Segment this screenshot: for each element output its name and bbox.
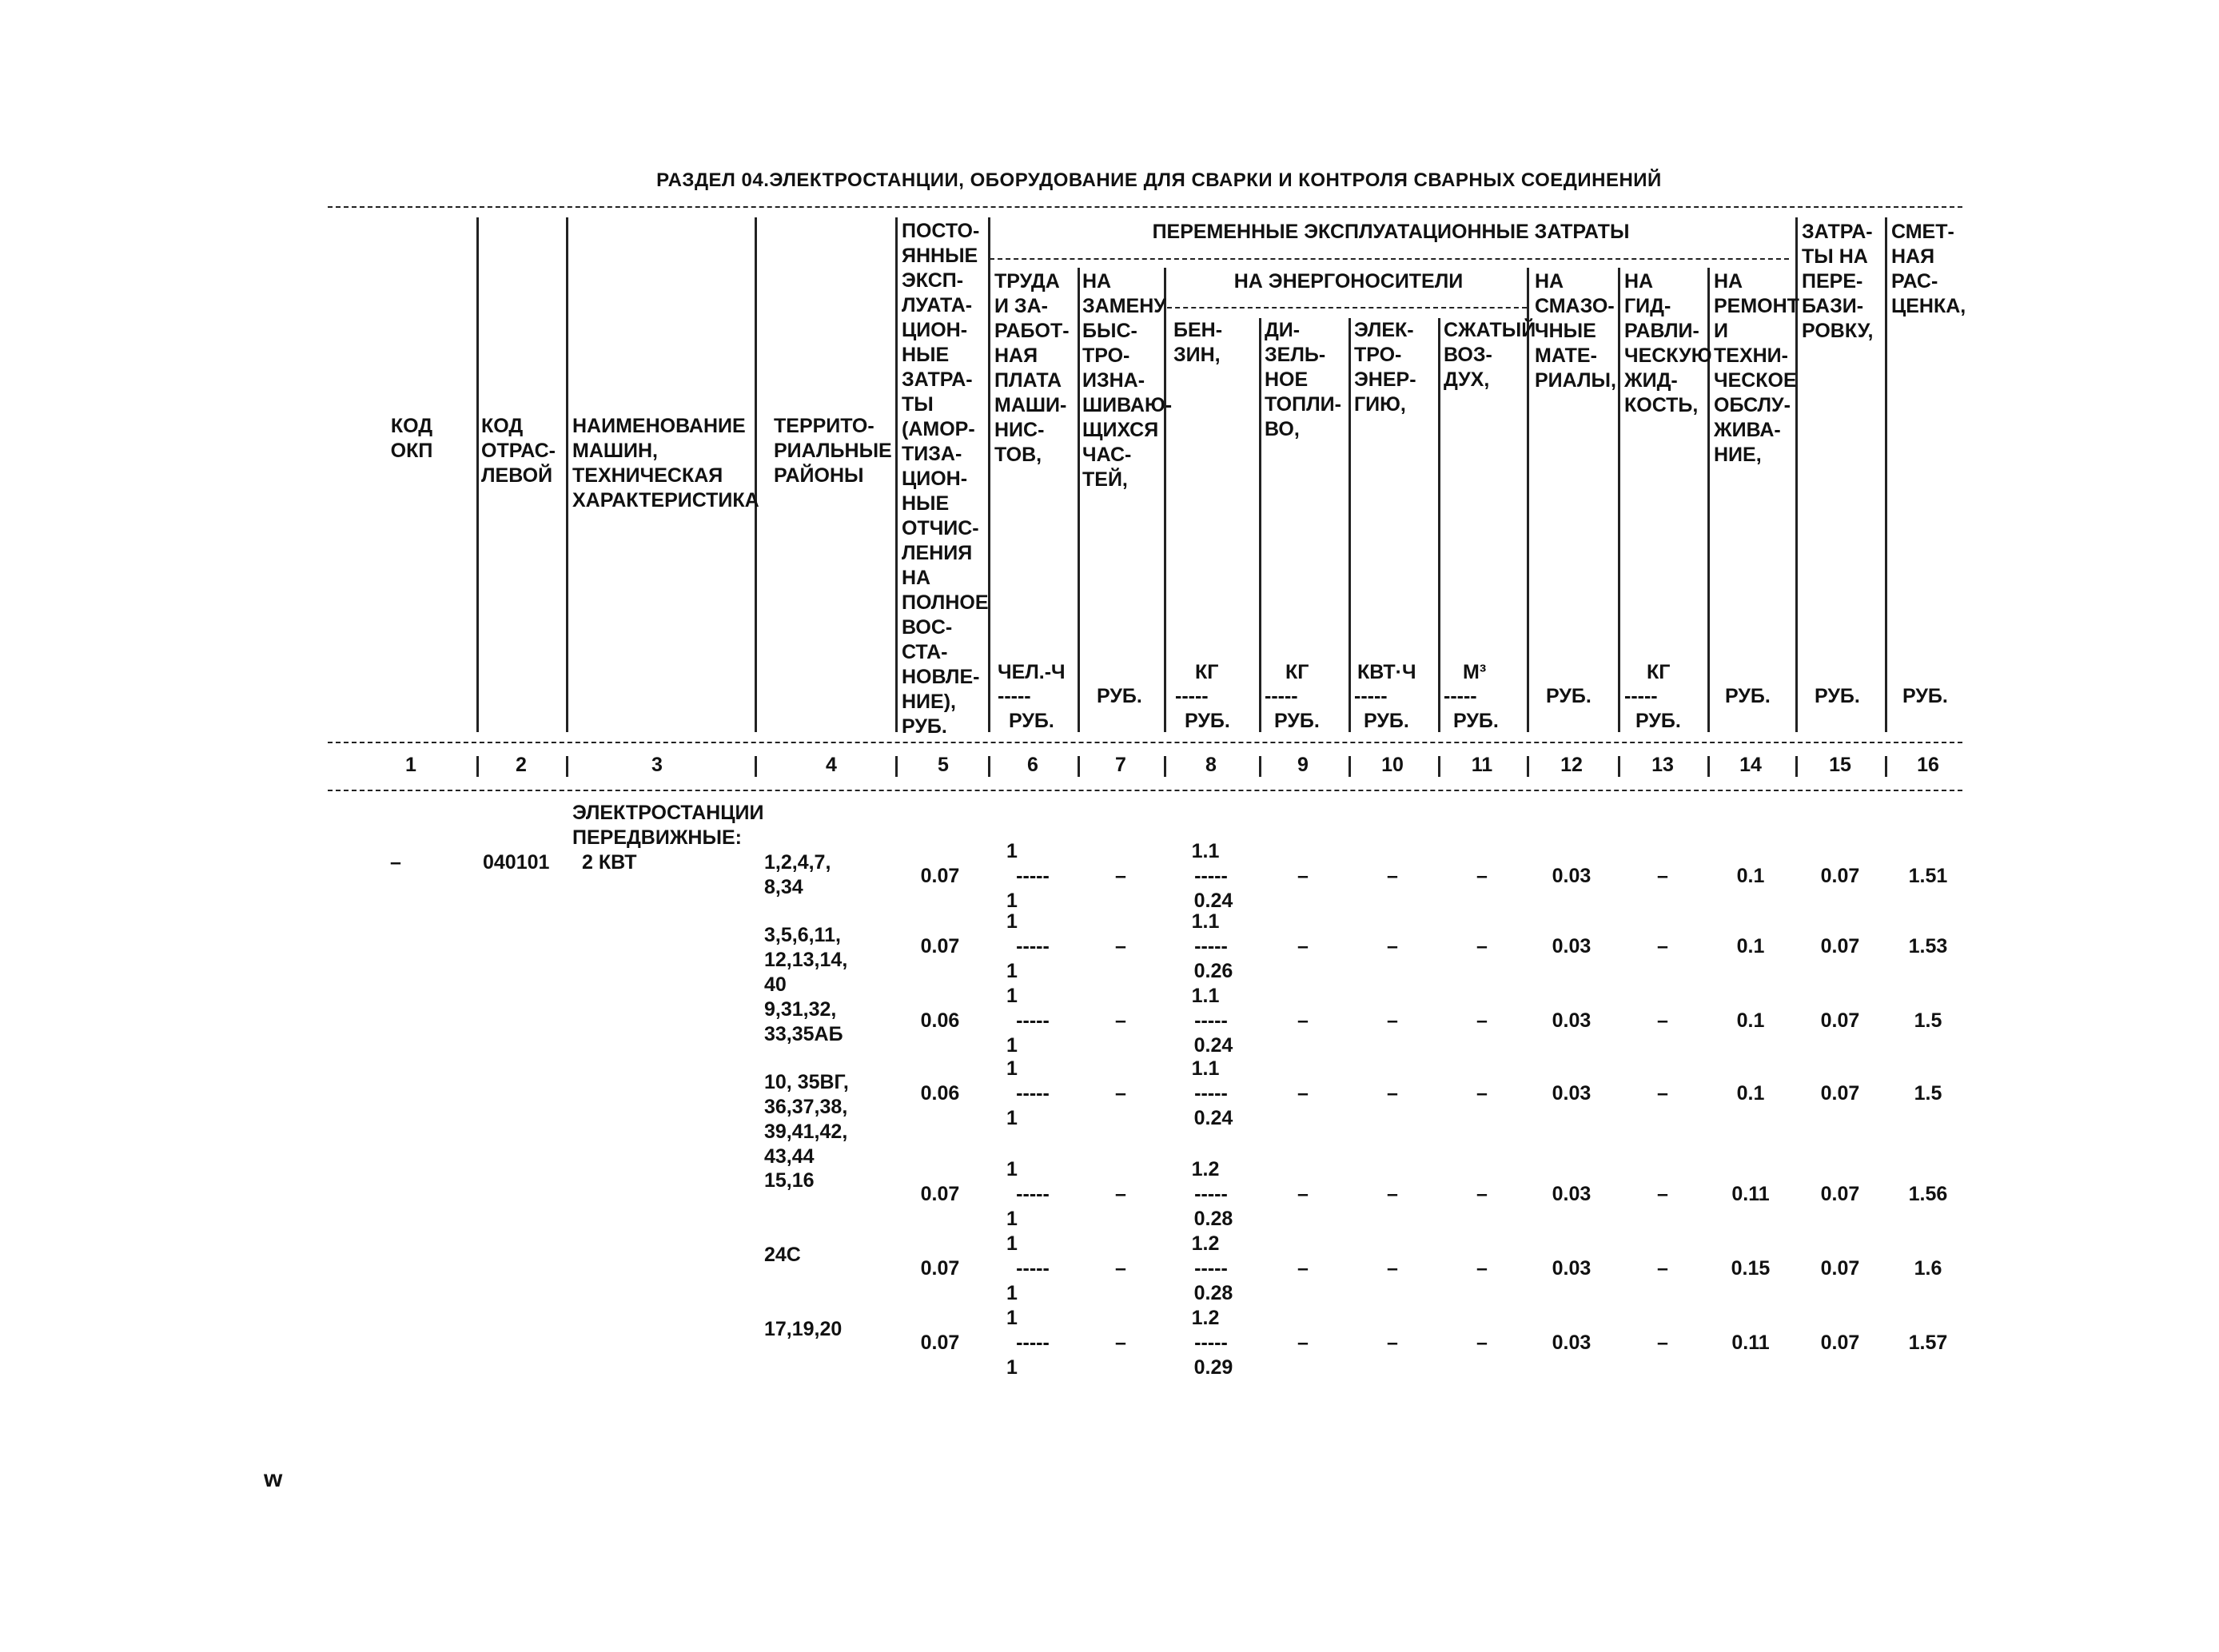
unit-lube: РУБ.: [1546, 685, 1592, 707]
column-number: 5: [938, 754, 949, 776]
cell-c6-bot: 1: [1006, 960, 1018, 982]
cell-c14: 0.1: [1736, 935, 1765, 957]
cell-c6-bot: 1: [1006, 890, 1018, 912]
cell-c13: –: [1657, 1332, 1668, 1354]
cell-c8-dash: -----: [1194, 865, 1228, 887]
column-number: 9: [1297, 754, 1309, 776]
column-number: 2: [516, 754, 527, 776]
column-number: 6: [1027, 754, 1038, 776]
hdr-replace: НА ЗАМЕНУ БЫС- ТРО- ИЗНА- ШИВАЮ- ЩИХСЯ ЧАС- ТЕЙ,: [1082, 270, 1173, 491]
cell-c8-top: 1.1: [1191, 1057, 1220, 1080]
cell-c6-top: 1: [1006, 1158, 1018, 1180]
column-number: 8: [1205, 754, 1217, 776]
column-number: 7: [1115, 754, 1126, 776]
cell-c9: –: [1297, 1009, 1309, 1032]
cell-c11: –: [1476, 1183, 1488, 1205]
row-territory: 10, 35ВГ, 36,37,38, 39,41,42, 43,44: [764, 1071, 849, 1168]
cell-c6-top: 1: [1006, 1307, 1018, 1329]
cell-c16: 1.51: [1908, 865, 1948, 887]
cell-c5: 0.07: [920, 1332, 960, 1354]
colnum-divider: [1795, 756, 1798, 777]
cell-c15: 0.07: [1820, 1257, 1860, 1280]
cell-c16: 1.6: [1914, 1257, 1942, 1280]
cell-c14: 0.11: [1731, 1183, 1770, 1205]
item-name: 2 КВТ: [582, 851, 637, 874]
cell-c6-dash: -----: [1016, 865, 1050, 887]
cell-c5: 0.06: [920, 1009, 960, 1032]
cell-c7: –: [1115, 1332, 1126, 1354]
group-title: ЭЛЕКТРОСТАНЦИИ ПЕРЕДВИЖНЫЕ:: [572, 802, 764, 849]
cell-c10: –: [1387, 1257, 1398, 1280]
hdr-estimate: СМЕТ- НАЯ РАС- ЦЕНКА,: [1891, 221, 1966, 317]
unit-air-dash: -----: [1444, 685, 1477, 707]
cell-c14: 0.11: [1731, 1332, 1770, 1354]
column-number: 1: [405, 754, 416, 776]
cell-c8-dash: -----: [1194, 1009, 1228, 1032]
cell-c15: 0.07: [1820, 1332, 1860, 1354]
unit-estimate: РУБ.: [1902, 685, 1948, 707]
hdr-rebase: ЗАТРА- ТЫ НА ПЕРЕ- БАЗИ- РОВКУ,: [1802, 221, 1874, 342]
cell-c6-dash: -----: [1016, 1257, 1050, 1280]
cell-c8-bot: 0.28: [1193, 1282, 1233, 1304]
rule-energy: [1167, 307, 1527, 309]
cell-c10: –: [1387, 1183, 1398, 1205]
cell-c6-bot: 1: [1006, 1208, 1018, 1230]
column-divider: [1438, 318, 1440, 732]
cell-c8-top: 1.1: [1191, 910, 1220, 933]
cell-c7: –: [1115, 1183, 1126, 1205]
hdr-hydr: НА ГИД- РАВЛИ- ЧЕСКУЮ ЖИД- КОСТЬ,: [1624, 270, 1712, 416]
cell-c6-dash: -----: [1016, 1082, 1050, 1105]
colnum-divider: [1259, 756, 1261, 777]
cell-c16: 1.5: [1914, 1009, 1942, 1032]
cell-c13: –: [1657, 935, 1668, 957]
hdr-variable: ПЕРЕМЕННЫЕ ЭКСПЛУАТАЦИОННЫЕ ЗАТРАТЫ: [1152, 221, 1630, 243]
cell-c6-dash: -----: [1016, 1183, 1050, 1205]
cell-c15: 0.07: [1820, 935, 1860, 957]
cell-c6-dash: -----: [1016, 935, 1050, 957]
cell-c9: –: [1297, 1257, 1309, 1280]
cell-c6-top: 1: [1006, 840, 1018, 862]
column-number: 13: [1651, 754, 1674, 776]
cell-c12: 0.03: [1552, 865, 1592, 887]
colnum-divider: [1707, 756, 1710, 777]
cell-c5: 0.07: [920, 1183, 960, 1205]
hdr-air: СЖАТЫЙ ВОЗ- ДУХ,: [1444, 319, 1536, 391]
unit-petrol-rub: РУБ.: [1185, 710, 1230, 732]
unit-hydr-rub: РУБ.: [1635, 710, 1681, 732]
cell-c10: –: [1387, 1009, 1398, 1032]
column-number: 3: [651, 754, 663, 776]
cell-c6-top: 1: [1006, 985, 1018, 1007]
colnum-divider: [1618, 756, 1620, 777]
cell-c11: –: [1476, 1009, 1488, 1032]
cell-c7: –: [1115, 1082, 1126, 1105]
column-divider: [476, 217, 479, 732]
row-territory: 9,31,32, 33,35АБ: [764, 998, 843, 1045]
cell-c6-bot: 1: [1006, 1282, 1018, 1304]
cell-c6-bot: 1: [1006, 1356, 1018, 1379]
cell-c13: –: [1657, 1183, 1668, 1205]
column-divider: [1078, 268, 1080, 732]
cell-c12: 0.03: [1552, 1009, 1592, 1032]
item-kod-okp: –: [390, 851, 401, 874]
hdr-const: ПОСТО- ЯННЫЕ ЭКСП- ЛУАТА- ЦИОН- НЫЕ ЗАТРА- ТЫ (АМОР- ТИЗА- ЦИОН- НЫЕ ОТЧИС- ЛЕНИЯ НА ПОЛНОЕ ВОС- СТА- НОВЛЕ- НИЕ), РУБ.: [902, 220, 989, 738]
page-mark: w: [264, 1466, 283, 1492]
cell-c9: –: [1297, 1082, 1309, 1105]
hdr-name: НАИМЕНОВАНИЕ МАШИН, ТЕХНИЧЕСКАЯ ХАРАКТЕРИСТИКА: [572, 415, 759, 512]
item-kod-otr: 040101: [483, 851, 550, 874]
cell-c15: 0.07: [1820, 1082, 1860, 1105]
cell-c14: 0.1: [1736, 1009, 1765, 1032]
cell-c13: –: [1657, 865, 1668, 887]
hdr-lube: НА СМАЗО- ЧНЫЕ МАТЕ- РИАЛЫ,: [1535, 270, 1616, 392]
cell-c8-bot: 0.26: [1193, 960, 1233, 982]
cell-c6-top: 1: [1006, 1057, 1018, 1080]
cell-c15: 0.07: [1820, 1183, 1860, 1205]
row-territory: 15,16: [764, 1169, 815, 1192]
colnum-divider: [1349, 756, 1351, 777]
unit-air-rub: РУБ.: [1453, 710, 1499, 732]
column-number: 14: [1739, 754, 1762, 776]
hdr-diesel: ДИ- ЗЕЛЬ- НОЕ ТОПЛИ- ВО,: [1265, 319, 1341, 440]
cell-c12: 0.03: [1552, 1082, 1592, 1105]
cell-c8-bot: 0.24: [1193, 890, 1233, 912]
column-divider: [1349, 318, 1351, 732]
cell-c8-top: 1.2: [1191, 1232, 1220, 1255]
cell-c10: –: [1387, 1332, 1398, 1354]
unit-diesel-rub: РУБ.: [1274, 710, 1320, 732]
cell-c11: –: [1476, 1257, 1488, 1280]
hdr-labor: ТРУДА И ЗА- РАБОТ- НАЯ ПЛАТА МАШИ- НИС- ТОВ,: [994, 270, 1070, 466]
unit-electro: КВТ·Ч: [1357, 661, 1416, 683]
column-number: 16: [1917, 754, 1939, 776]
cell-c8-dash: -----: [1194, 1082, 1228, 1105]
colnum-divider: [895, 756, 898, 777]
colnum-divider: [755, 756, 757, 777]
column-divider: [1618, 268, 1620, 732]
cell-c5: 0.07: [920, 935, 960, 957]
cell-c14: 0.1: [1736, 1082, 1765, 1105]
unit-labor: ЧЕЛ.-Ч: [998, 661, 1066, 683]
colnum-divider: [1527, 756, 1529, 777]
hdr-repair: НА РЕМОНТ И ТЕХНИ- ЧЕСКОЕ ОБСЛУ- ЖИВА- НИЕ,: [1714, 270, 1799, 466]
cell-c12: 0.03: [1552, 1183, 1592, 1205]
unit-diesel: КГ: [1285, 661, 1309, 683]
cell-c15: 0.07: [1820, 1009, 1860, 1032]
cell-c9: –: [1297, 935, 1309, 957]
cell-c8-dash: -----: [1194, 1332, 1228, 1354]
column-divider: [895, 217, 898, 732]
cell-c12: 0.03: [1552, 935, 1592, 957]
unit-repair: РУБ.: [1725, 685, 1771, 707]
cell-c16: 1.53: [1908, 935, 1948, 957]
unit-petrol-dash: -----: [1175, 685, 1209, 707]
cell-c8-dash: -----: [1194, 935, 1228, 957]
hdr-petrol: БЕН- ЗИН,: [1173, 319, 1223, 366]
cell-c8-top: 1.1: [1191, 985, 1220, 1007]
rule-colnum-bottom: [328, 790, 1962, 791]
colnum-divider: [1164, 756, 1166, 777]
section-title: РАЗДЕЛ 04.ЭЛЕКТРОСТАНЦИИ, ОБОРУДОВАНИЕ ДЛЯ СВАРКИ И КОНТРОЛЯ СВАРНЫХ СОЕДИНЕНИЙ: [656, 169, 1662, 191]
hdr-kod-otr: КОД ОТРАС- ЛЕВОЙ: [481, 415, 556, 487]
unit-labor-rub: РУБ.: [1009, 710, 1054, 732]
column-number: 10: [1381, 754, 1404, 776]
cell-c8-top: 1.2: [1191, 1158, 1220, 1180]
cell-c8-bot: 0.28: [1193, 1208, 1233, 1230]
colnum-divider: [1078, 756, 1080, 777]
cell-c8-top: 1.2: [1191, 1307, 1220, 1329]
colnum-divider: [1438, 756, 1440, 777]
cell-c13: –: [1657, 1257, 1668, 1280]
cell-c6-dash: -----: [1016, 1009, 1050, 1032]
cell-c7: –: [1115, 1257, 1126, 1280]
cell-c10: –: [1387, 1082, 1398, 1105]
cell-c9: –: [1297, 1183, 1309, 1205]
unit-petrol: КГ: [1195, 661, 1219, 683]
cell-c13: –: [1657, 1082, 1668, 1105]
cell-c6-dash: -----: [1016, 1332, 1050, 1354]
column-number: 12: [1560, 754, 1583, 776]
unit-hydr-dash: -----: [1624, 685, 1658, 707]
cell-c6-top: 1: [1006, 910, 1018, 933]
rule-top: [328, 206, 1962, 208]
unit-diesel-dash: -----: [1265, 685, 1298, 707]
cell-c6-bot: 1: [1006, 1034, 1018, 1057]
cell-c11: –: [1476, 935, 1488, 957]
cell-c6-bot: 1: [1006, 1107, 1018, 1129]
cell-c5: 0.06: [920, 1082, 960, 1105]
unit-electro-rub: РУБ.: [1364, 710, 1409, 732]
cell-c7: –: [1115, 865, 1126, 887]
cell-c8-bot: 0.24: [1193, 1034, 1233, 1057]
column-divider: [1259, 318, 1261, 732]
column-number: 15: [1829, 754, 1851, 776]
cell-c9: –: [1297, 1332, 1309, 1354]
cell-c8-dash: -----: [1194, 1183, 1228, 1205]
cell-c15: 0.07: [1820, 865, 1860, 887]
cell-c8-top: 1.1: [1191, 840, 1220, 862]
column-number: 4: [826, 754, 837, 776]
cell-c10: –: [1387, 865, 1398, 887]
cell-c16: 1.5: [1914, 1082, 1942, 1105]
colnum-divider: [988, 756, 990, 777]
colnum-divider: [476, 756, 479, 777]
unit-labor-dash: -----: [998, 685, 1031, 707]
hdr-kod-okp: КОД ОКП: [390, 415, 433, 462]
rule-variable: [990, 258, 1789, 260]
column-number: 11: [1471, 754, 1493, 776]
unit-air: М³: [1463, 661, 1487, 683]
cell-c11: –: [1476, 865, 1488, 887]
column-divider: [1885, 217, 1887, 732]
cell-c10: –: [1387, 935, 1398, 957]
hdr-energy: НА ЭНЕРГОНОСИТЕЛИ: [1233, 270, 1464, 293]
cell-c16: 1.57: [1908, 1332, 1948, 1354]
unit-rebase: РУБ.: [1815, 685, 1860, 707]
cell-c7: –: [1115, 1009, 1126, 1032]
cell-c13: –: [1657, 1009, 1668, 1032]
column-divider: [566, 217, 568, 732]
unit-hydr: КГ: [1647, 661, 1671, 683]
row-territory: 1,2,4,7, 8,34: [764, 851, 831, 898]
cell-c8-bot: 0.29: [1193, 1356, 1233, 1379]
unit-electro-dash: -----: [1354, 685, 1388, 707]
cell-c11: –: [1476, 1332, 1488, 1354]
cell-c16: 1.56: [1908, 1183, 1948, 1205]
cell-c6-top: 1: [1006, 1232, 1018, 1255]
cell-c7: –: [1115, 935, 1126, 957]
colnum-divider: [566, 756, 568, 777]
colnum-divider: [1885, 756, 1887, 777]
cell-c5: 0.07: [920, 865, 960, 887]
row-territory: 3,5,6,11, 12,13,14, 40: [764, 924, 848, 996]
unit-replace: РУБ.: [1097, 685, 1142, 707]
cell-c12: 0.03: [1552, 1332, 1592, 1354]
cell-c11: –: [1476, 1082, 1488, 1105]
cell-c8-bot: 0.24: [1193, 1107, 1233, 1129]
cell-c5: 0.07: [920, 1257, 960, 1280]
rule-header-bottom: [328, 742, 1962, 743]
cell-c8-dash: -----: [1194, 1257, 1228, 1280]
hdr-electro: ЭЛЕК- ТРО- ЭНЕР- ГИЮ,: [1354, 319, 1416, 416]
cell-c14: 0.1: [1736, 865, 1765, 887]
cell-c12: 0.03: [1552, 1257, 1592, 1280]
hdr-territory: ТЕРРИТО- РИАЛЬНЫЕ РАЙОНЫ: [774, 415, 892, 487]
row-territory: 17,19,20: [764, 1318, 843, 1340]
cell-c14: 0.15: [1731, 1257, 1771, 1280]
row-territory: 24С: [764, 1244, 801, 1266]
cell-c9: –: [1297, 865, 1309, 887]
